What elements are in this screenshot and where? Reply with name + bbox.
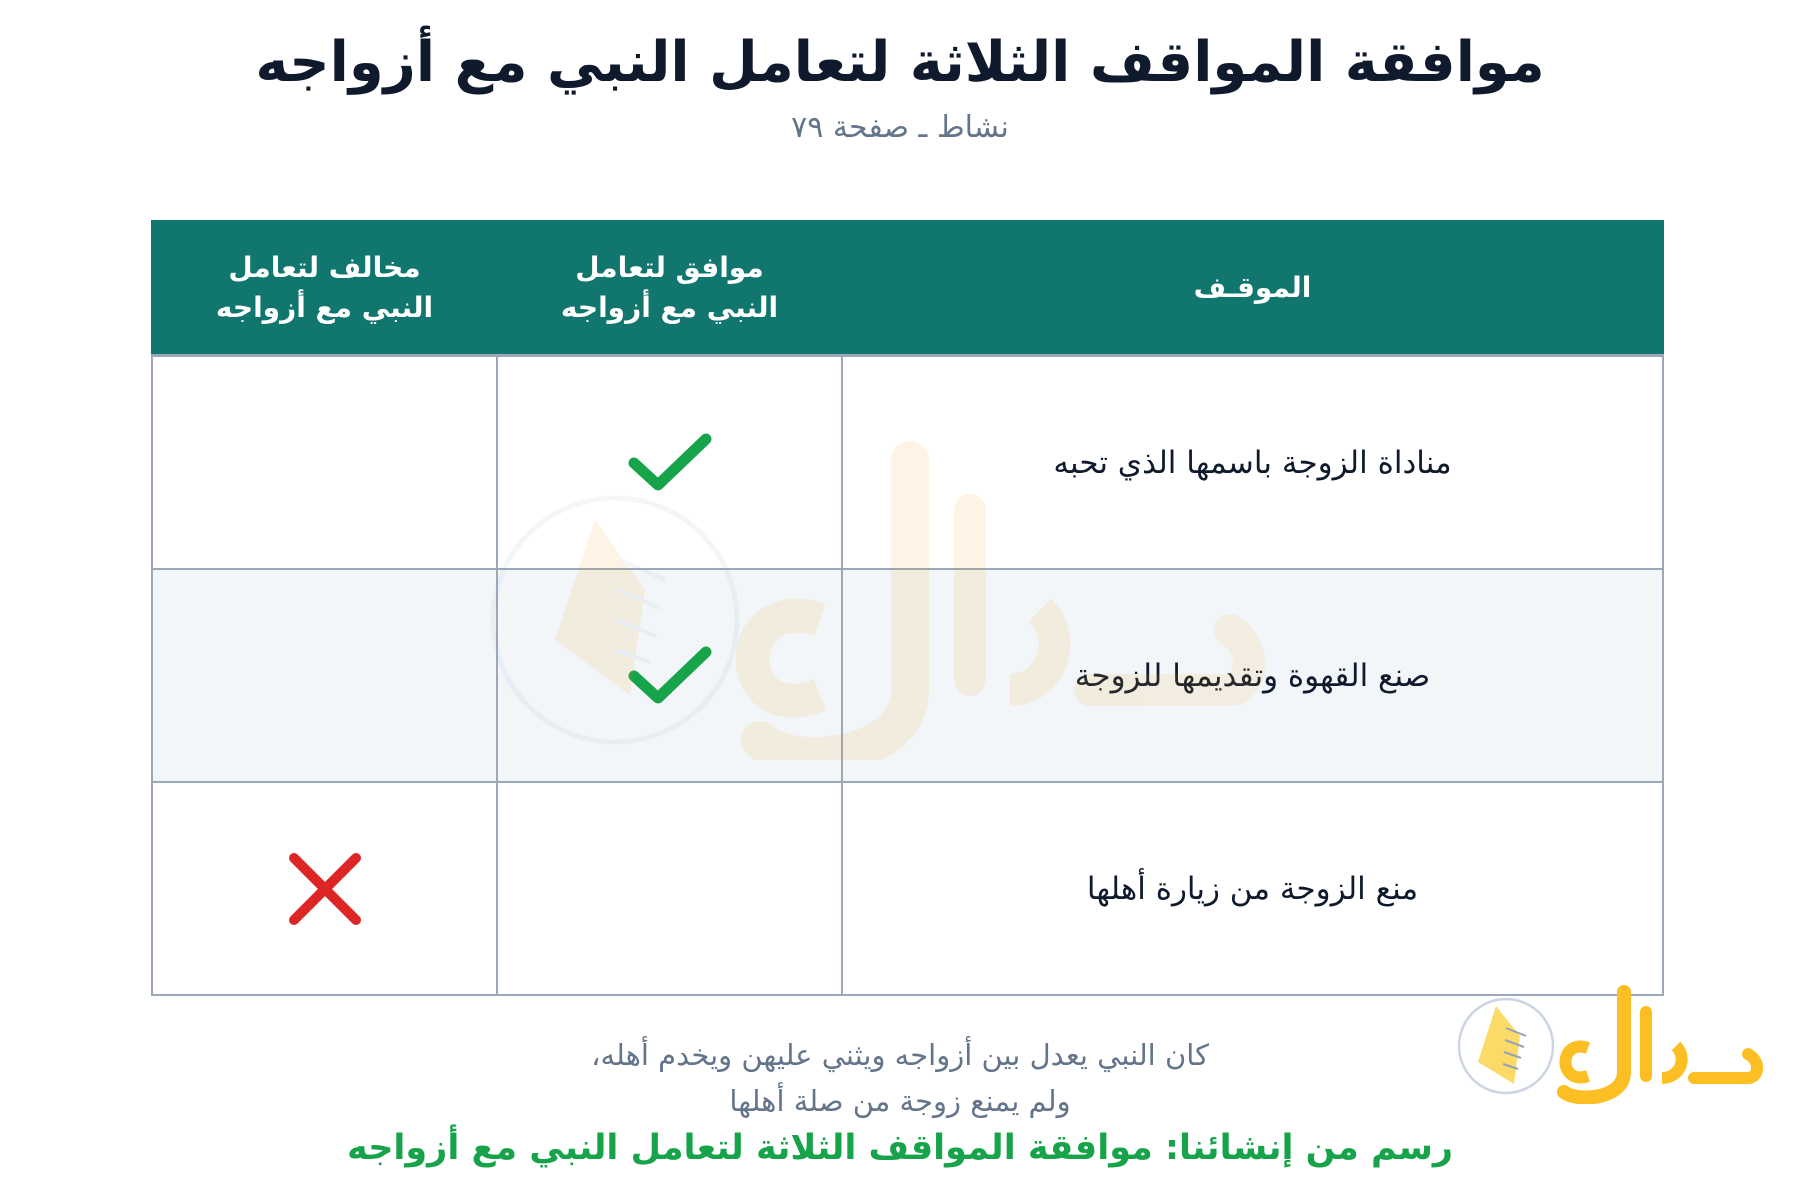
note-line-1: كان النبي يعدل بين أزواجه ويثني عليهن ويخدم أهله،	[591, 1038, 1209, 1072]
header-disagree-line1: مخالف لتعامل	[228, 251, 421, 284]
table-row	[152, 569, 1663, 782]
table-row	[152, 356, 1663, 570]
cross-icon	[288, 852, 362, 926]
attitudes-table-wrapper	[151, 220, 1662, 996]
note-line-2: ولم يمنع زوجة من صلة أهلها	[729, 1084, 1071, 1118]
credit-caption: رسم من إنشائنا: موافقة المواقف الثلاثة لتعامل النبي مع أزواجه	[346, 1128, 1454, 1168]
page-title: موافقة المواقف الثلاثة لتعامل النبي مع أزواجه	[255, 30, 1545, 95]
table-row	[152, 782, 1663, 995]
row-3-situation: منع الزوجة من زيارة أهلها	[842, 782, 1663, 995]
check-icon	[628, 644, 712, 708]
header-agree-line2: النبي مع أزواجه	[560, 291, 779, 324]
header-situation	[842, 221, 1663, 356]
row-1-agree-cell	[497, 356, 842, 570]
brand-logo	[1448, 984, 1768, 1104]
header-disagree-line2: النبي مع أزواجه	[215, 291, 434, 324]
row-3-agree-cell	[497, 782, 842, 995]
page-subtitle: نشاط ـ صفحة ٧٩	[791, 110, 1009, 145]
header-disagree	[152, 221, 497, 356]
table-header-row	[152, 221, 1663, 356]
row-1-disagree-cell	[152, 356, 497, 570]
attitudes-table	[151, 220, 1664, 996]
brand-logo-text: حلول	[1448, 984, 1451, 985]
check-icon	[628, 431, 712, 495]
row-1-situation: مناداة الزوجة باسمها الذي تحبه	[842, 356, 1663, 570]
row-2-disagree-cell	[152, 569, 497, 782]
row-2-agree-cell	[497, 569, 842, 782]
header-agree-line1: موافق لتعامل	[575, 251, 764, 284]
header-agree	[497, 221, 842, 356]
header-situation-label: الموقـف	[1193, 271, 1312, 304]
row-2-situation: صنع القهوة وتقديمها للزوجة	[842, 569, 1663, 782]
row-3-disagree-cell	[152, 782, 497, 995]
